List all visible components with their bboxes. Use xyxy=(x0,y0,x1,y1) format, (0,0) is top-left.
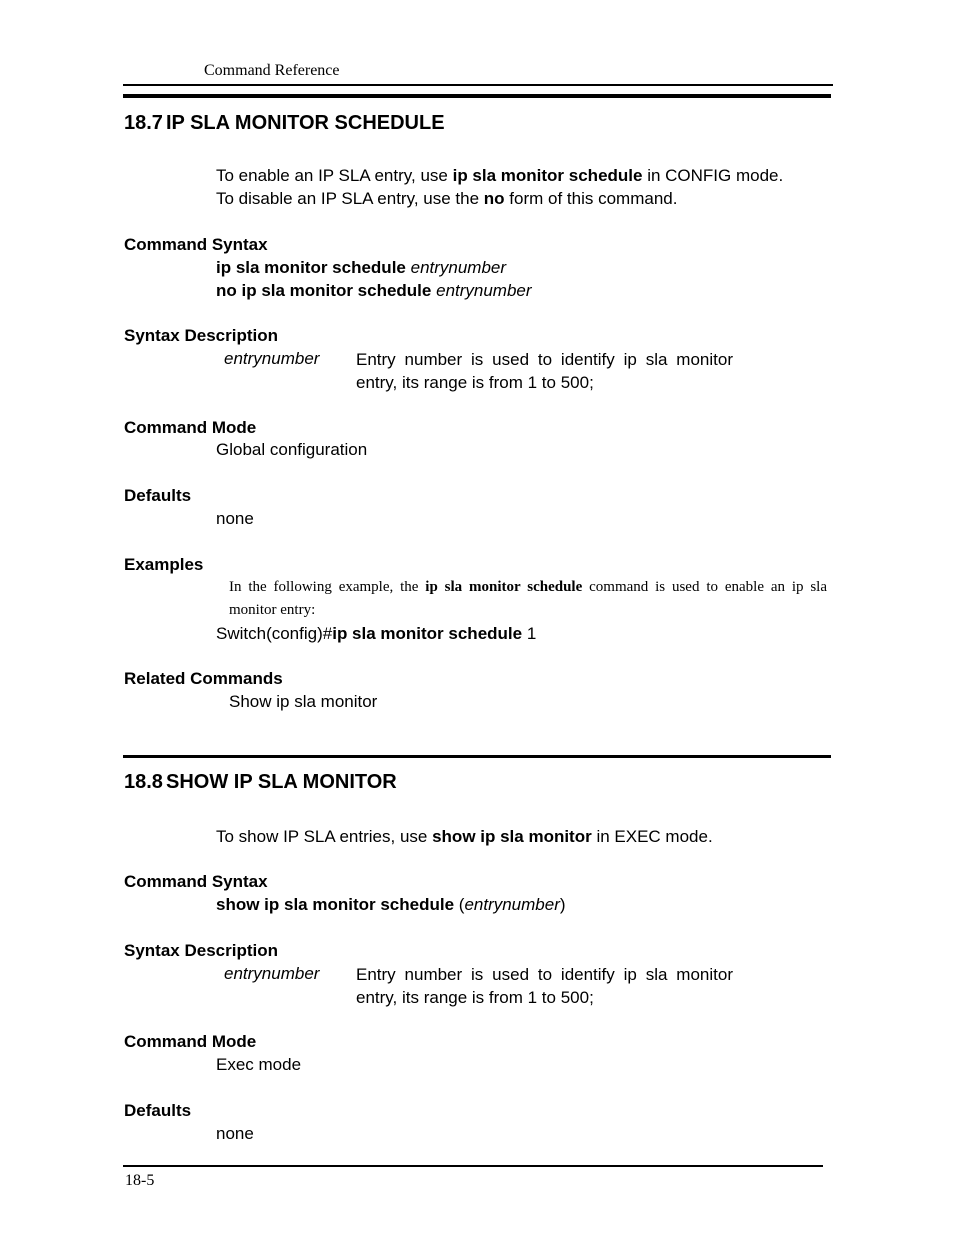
intro-line xyxy=(216,166,783,186)
syntax-description-heading: Syntax Description xyxy=(124,941,278,960)
parameter-text: entrynumber xyxy=(224,964,320,983)
example-argument: 1 xyxy=(522,624,537,643)
section-rule xyxy=(123,755,831,758)
syntax-argument: entrynumber xyxy=(464,895,560,914)
syntax-line xyxy=(216,258,506,278)
command-syntax-heading: Command Syntax xyxy=(124,872,268,891)
example-prompt: Switch(config)# xyxy=(216,624,333,643)
intro-text: in CONFIG mode. xyxy=(642,166,784,185)
intro-line xyxy=(216,189,677,209)
running-header: Command Reference xyxy=(204,62,340,79)
section-title-text: IP SLA MONITOR SCHEDULE xyxy=(166,112,445,134)
intro-line xyxy=(216,827,713,847)
page-number: 18-5 xyxy=(125,1172,155,1189)
defaults-value: none xyxy=(216,1124,254,1143)
syntax-command: ip sla monitor schedule xyxy=(216,258,406,277)
defaults-value: none xyxy=(216,509,254,528)
example-command: ip sla monitor schedule xyxy=(332,624,523,643)
defaults-heading: Defaults xyxy=(124,486,192,505)
intro-text: To show IP SLA entries, use xyxy=(216,827,433,846)
parameter-name xyxy=(224,349,319,369)
header-rule-thin xyxy=(123,84,833,86)
syntax-command: no ip sla monitor schedule xyxy=(216,281,432,300)
intro-text: To disable an IP SLA entry, use the xyxy=(216,189,484,208)
example-note xyxy=(229,576,827,622)
command-mode-value: Exec mode xyxy=(216,1055,302,1074)
syntax-command: show ip sla monitor schedule xyxy=(216,895,455,914)
section-number: 18.8 xyxy=(124,771,163,793)
parameter-description: Entry number is used to identify ip sla monitor entry, its range is from 1 to 500; xyxy=(356,965,733,1007)
intro-text: To enable an IP SLA entry, use xyxy=(216,166,453,185)
example-note-text: command is used to enable an ip sla monitor entry: xyxy=(229,579,828,618)
syntax-line xyxy=(216,281,532,301)
command-mode-value: Global configuration xyxy=(216,440,368,459)
syntax-argument: entrynumber xyxy=(436,281,532,300)
example-code xyxy=(216,624,536,644)
parameter-name xyxy=(224,964,319,984)
section-title xyxy=(124,112,445,135)
command-mode-heading: Command Mode xyxy=(124,1032,257,1051)
footer-rule xyxy=(123,1165,823,1167)
header-rule-thick xyxy=(123,94,831,98)
section-number: 18.7 xyxy=(124,112,163,134)
intro-text: in EXEC mode. xyxy=(591,827,713,846)
syntax-paren: ) xyxy=(559,895,566,914)
related-commands-heading: Related Commands xyxy=(124,669,283,688)
syntax-argument: entrynumber xyxy=(410,258,507,277)
example-note-text: In the following example, the xyxy=(229,579,426,595)
syntax-description-heading: Syntax Description xyxy=(124,326,278,345)
related-command: Show ip sla monitor xyxy=(229,692,378,711)
defaults-heading: Defaults xyxy=(124,1101,192,1120)
intro-command: ip sla monitor schedule xyxy=(452,166,643,185)
section-title xyxy=(124,771,397,794)
syntax-line xyxy=(216,895,566,915)
parameter-description: Entry number is used to identify ip sla monitor entry, its range is from 1 to 500; xyxy=(356,350,733,392)
intro-text: form of this command. xyxy=(504,189,678,208)
intro-command: show ip sla monitor xyxy=(432,827,592,846)
examples-heading: Examples xyxy=(124,555,204,574)
intro-keyword: no xyxy=(483,189,505,208)
command-mode-heading: Command Mode xyxy=(124,418,257,437)
parameter-text: entrynumber xyxy=(224,349,320,368)
command-syntax-heading: Command Syntax xyxy=(124,235,268,254)
example-note-command: ip sla monitor schedule xyxy=(425,579,583,595)
section-title-text: SHOW IP SLA MONITOR xyxy=(166,771,397,793)
syntax-paren: ( xyxy=(454,895,465,914)
